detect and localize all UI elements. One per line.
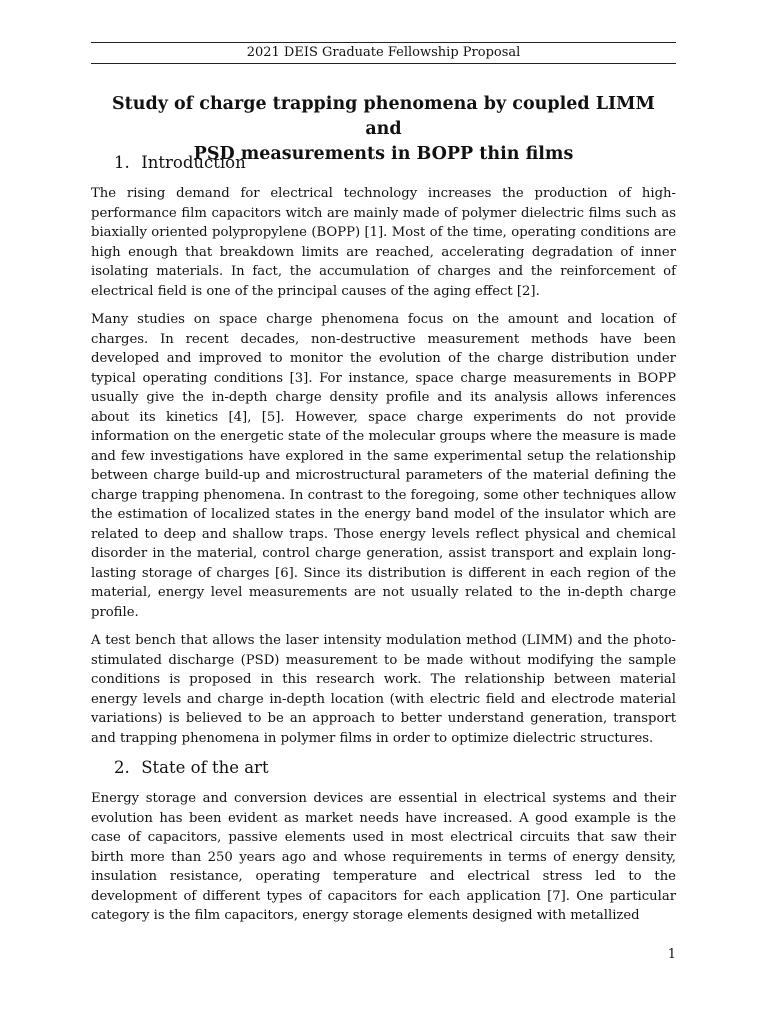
page-number: 1 (667, 947, 676, 962)
paragraph: Energy storage and conversion devices are essential in electrical systems and their evolution has been evident as market needs have increased. A good example is the case of capacitors, passive elements used in most electrical circuits that saw their birth more than 250 years ago and whose requirements in terms of energy density, insulation resistance, operating temperature and electrical stress led to the development of different types of capacitors for each application [7]. One particular category is the film capacitors, energy storage elements designed with metallized (91, 791, 676, 923)
section-title: Introduction (141, 153, 246, 172)
title-line-1: Study of charge trapping phenomena by coupled LIMM and (112, 94, 655, 139)
paragraph: A test bench that allows the laser intensity modulation method (LIMM) and the photo-stimulated discharge (PSD) measurement to be made without modifying the sample conditions is proposed in this research work. The relationship between material energy levels and charge in-depth location (with electric field and electrode material variations) is believed to be an approach to better understand generation, transport and trapping phenomena in polymer films in order to optimize dielectric structures. (91, 633, 676, 746)
paragraph: Many studies on space charge phenomena focus on the amount and location of charges. In recent decades, non-destructive measurement methods have been developed and improved to monitor the evolution of the charge distribution under typical operating conditions [3]. For instance, space charge measurements in BOPP usually give the in-depth charge density profile and its analysis allows inferences about its kinetics [4], [5]. However, space charge experiments do not provide information on the energetic state of the molecular groups where the measure is made and few investigations have explored in the same experimental setup the relationship between charge build-up and microstructural parameters of the material defining the charge trapping phenomena. In contrast to the foregoing, some other techniques allow the estimation of localized states in the energy band model of the insulator which are related to deep and shallow traps. Those energy levels reflect physical and chemical disorder in the material, control charge generation, assist transport and explain long-lasting storage of charges [6]. Since its distribution is different in each region of the material, energy level measurements are not usually related to the in-depth charge profile. (91, 312, 676, 620)
running-header: 2021 DEIS Graduate Fellowship Proposal (91, 42, 676, 64)
title-line-2: PSD measurements in BOPP thin films (193, 144, 574, 164)
document-page (91, 0, 676, 1024)
document-body (91, 152, 676, 935)
section-title: State of the art (141, 758, 269, 777)
section-heading-introduction (91, 152, 676, 174)
paragraph: The rising demand for electrical technology increases the production of high-performance film capacitors witch are mainly made of polymer dielectric films such as biaxially oriented polypropylene (BOPP) [1]. Most of the time, operating conditions are high enough that breakdown limits are reached, accelerating degradation of inner isolating materials. In fact, the accumulation of charges and the reinforcement of electrical field is one of the principal causes of the aging effect [2]. (91, 186, 676, 299)
section-number: 1. (114, 153, 130, 172)
section-heading-state-of-the-art (91, 757, 676, 779)
section-number: 2. (114, 758, 130, 777)
